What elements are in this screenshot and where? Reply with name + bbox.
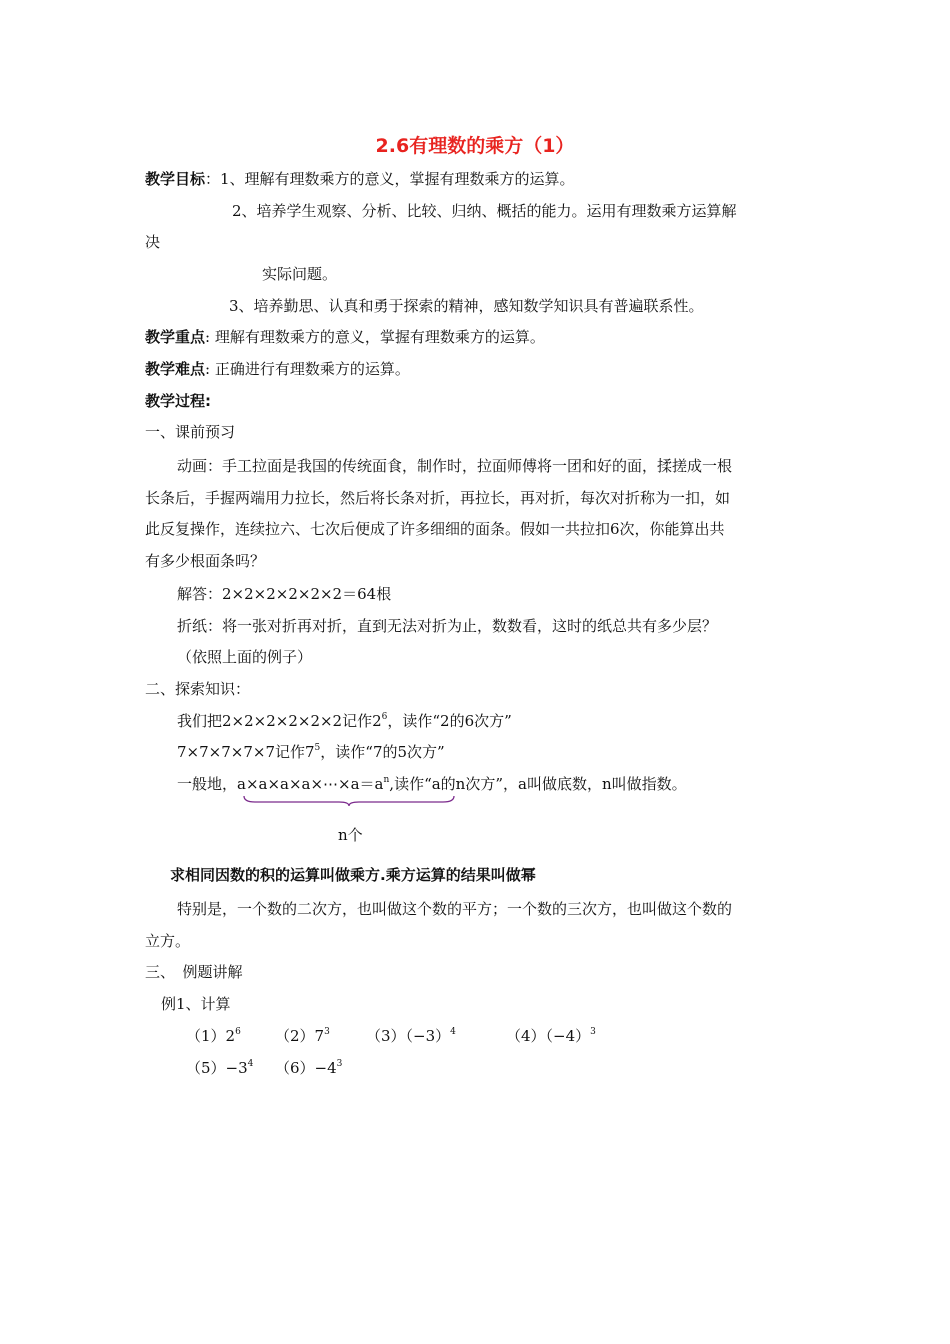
special-line-1: 特别是，一个数的二次方，也叫做这个数的平方；一个数的三次方，也叫做这个数的 [177, 900, 733, 918]
objectives-label: 教学目标 [145, 170, 206, 188]
special-line-2: 立方。 [145, 932, 191, 950]
objective-2-cont: 决 [145, 233, 161, 251]
section-2-heading: 二、探索知识： [145, 680, 251, 698]
exercise-2-exponent: 3 [324, 1027, 330, 1037]
exercise-4-base: （4）（−4） [506, 1027, 591, 1045]
fold-question: 折纸：将一张对折再对折，直到无法对折为止，数数看，这时的纸总共有多少层？ [177, 617, 718, 635]
power-example-1 [177, 711, 512, 731]
objective-2-end: 实际问题。 [262, 265, 338, 283]
power-example-1-exponent: 6 [381, 712, 388, 722]
exercise-3 [366, 1026, 456, 1046]
exercise-5-exponent: 4 [247, 1059, 254, 1069]
underbrace [243, 795, 455, 807]
section-3-heading: 三、 例题讲解 [145, 963, 243, 981]
exercise-6-base: （6）−4 [275, 1059, 337, 1077]
difficulty-line [145, 359, 410, 379]
section-1-para-line-1: 动画：手工拉面是我国的传统面食，制作时，拉面师傅将一团和好的面，揉搓成一根 [177, 457, 733, 475]
general-product: 一般地，a×a×a×a×⋯×a＝a [177, 775, 384, 793]
power-example-2-exponent: 5 [314, 743, 321, 753]
key-point-line [145, 327, 545, 347]
exercise-1-base: （1）2 [186, 1027, 236, 1045]
exercise-4-exponent: 3 [590, 1027, 596, 1037]
section-1-heading: 一、课前预习 [145, 423, 236, 441]
exercise-1 [186, 1026, 241, 1046]
exercise-4 [506, 1026, 596, 1046]
general-exponent: n [383, 775, 390, 785]
document-title: 2.6有理数的乘方（1） [375, 135, 575, 157]
exercise-2-base: （2）7 [275, 1027, 325, 1045]
objective-2: 2、培养学生观察、分析、比较、归纳、概括的能力。运用有理数乘方运算解 [232, 202, 737, 220]
key-point-text: : 理解有理数乘方的意义，掌握有理数乘方的运算。 [205, 328, 545, 346]
key-point-label: 教学重点 [145, 328, 206, 346]
difficulty-text: : 正确进行有理数乘方的运算。 [205, 360, 410, 378]
objectives-line-1 [145, 169, 575, 189]
exercise-1-exponent: 6 [235, 1027, 241, 1037]
objective-1: ：1、理解有理数乘方的意义，掌握有理数乘方的运算。 [205, 170, 575, 188]
section-1-para-line-3: 此反复操作，连续拉六、七次后便成了许多细细的面条。假如一共拉扣6次，你能算出共 [145, 520, 725, 538]
process-label: 教学过程: [145, 392, 211, 410]
power-example-2 [177, 742, 445, 762]
difficulty-label: 教学难点 [145, 360, 206, 378]
exercise-3-exponent: 4 [450, 1027, 456, 1037]
exercise-5-base: （5）−3 [186, 1059, 248, 1077]
exercise-6-exponent: 3 [336, 1059, 343, 1069]
exercise-2 [275, 1026, 330, 1046]
general-definition [177, 774, 687, 794]
power-example-2-base: 7×7×7×7×7记作7 [177, 743, 315, 761]
brace-label: n个 [338, 826, 363, 844]
power-example-2-reading: ，读作“7的5次方” [320, 743, 445, 761]
hint-line: （依照上面的例子） [177, 648, 313, 666]
answer-line: 解答：2×2×2×2×2×2＝64根 [177, 585, 392, 603]
general-reading: ,读作“a的n次方”，a叫做底数，n叫做指数。 [389, 775, 687, 793]
objective-3: 3、培养勤思、认真和勇于探索的精神，感知数学知识具有普遍联系性。 [229, 297, 704, 315]
example-1-label: 例1、计算 [161, 995, 231, 1013]
exercise-3-base: （3）（−3） [366, 1027, 451, 1045]
exercise-6 [275, 1058, 342, 1078]
power-example-1-reading: ，读作“2的6次方” [387, 712, 512, 730]
power-example-1-base: 我们把2×2×2×2×2×2记作2 [177, 712, 382, 730]
exercise-5 [186, 1058, 253, 1078]
definition-line: 求相同因数的积的运算叫做乘方.乘方运算的结果叫做幂 [170, 866, 536, 884]
section-1-para-line-2: 长条后，手握两端用力拉长，然后将长条对折，再拉长，再对折，每次对折称为一扣，如 [145, 489, 731, 507]
section-1-para-line-4: 有多少根面条吗？ [145, 552, 266, 570]
